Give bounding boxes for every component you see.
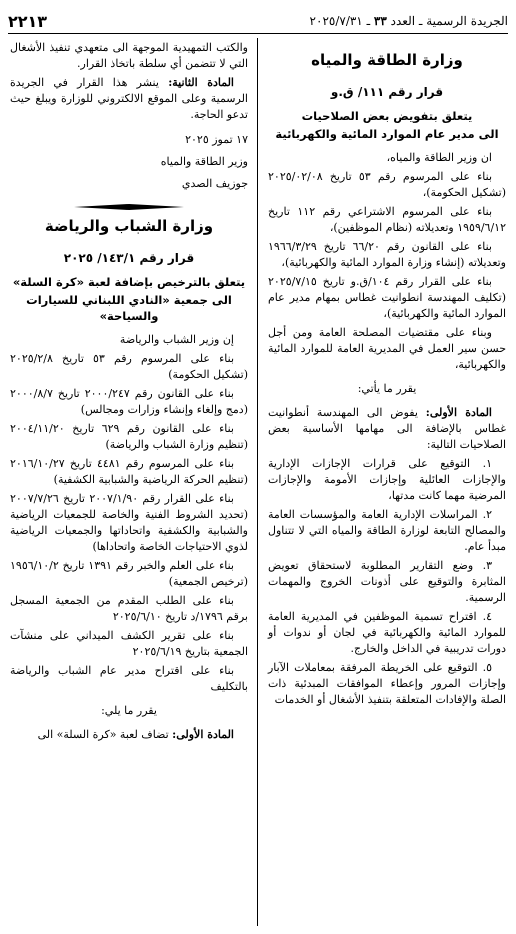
decision-subject: يتعلق بتفويض بعض الصلاحيات xyxy=(301,109,473,123)
header-rule xyxy=(8,33,508,34)
recital: بناء على العلم والخبر رقم ١٣٩١ تاريخ ١٩٥٦/١٠/٢ (ترخيص الجمعية) xyxy=(10,559,248,588)
signature-title: وزير الطاقة والمياه xyxy=(160,155,248,168)
decides-heading: يقرر ما يأتي: xyxy=(357,382,417,395)
article-label: المادة الأولى: xyxy=(172,728,234,741)
issue-label: العدد xyxy=(390,14,416,28)
list-item: ٥. التوقيع على الخريطة المرفقة بمعاملات الآبار وإجازات المرور وإعطاء الموافقات المبدئية ذات الصلة والإفادات المتعلقة بتنفيذ الأشغال أو الخدمات xyxy=(268,661,506,706)
decision-number: قرار رقم ١١١/ ق.و xyxy=(330,85,444,99)
ministry-title: وزارة الطاقة والمياه xyxy=(311,51,463,69)
ministry-title: وزارة الشباب والرياضة xyxy=(44,217,214,235)
recital: بناء على المرسوم رقم ٤٤٨١ تاريخ ٢٠١٦/١٠/٢٧ (تنظيم الحركة الرياضية والشبابية الكشفية) xyxy=(10,457,248,486)
issue-number: ٣٣ xyxy=(373,14,387,28)
recital: وبناء على مقتضيات المصلحة العامة ومن أجل حسن سير العمل في المديرية العامة للموارد المائية والكهربائية، xyxy=(268,326,506,371)
article-label: المادة الأولى: xyxy=(425,406,492,419)
recital: بناء على القرار رقم ٢٠٠٧/١/٩٠ تاريخ ٢٠٠٧/٧/٢٦ (تحديد الشروط الفنية والخاصة للجمعيات الرياضية والشبابية والكشفية واتحاداتها والجمعيات الرياضية لذوي الاحتياجات الخاصة واتحاداها) xyxy=(10,492,248,553)
article-1 xyxy=(268,405,506,453)
decision-subject-line2: الى جمعية «النادي اللبناني للسيارات والسياحة» xyxy=(26,293,232,323)
signature-date: ١٧ تموز ٢٠٢٥ xyxy=(185,133,248,146)
list-item: ٢. المراسلات الإدارية العامة والمؤسسات العامة والمصالح التابعة لوزارة الطاقة والمياه التي لا تتناول مبدأ عام. xyxy=(268,508,506,553)
recital: بناء على القانون رقم ٢٠٠٠/٢٤٧ تاريخ ٢٠٠٠/٨/٧ (دمج وإلغاء وإنشاء وزارات ومجالس) xyxy=(10,387,248,416)
recital: بناء على القانون رقم ٦٢٩ تاريخ ٢٠٠٤/١١/٢٠ (تنظيم وزارة الشباب والرياضة) xyxy=(10,422,248,451)
preamble: ان وزير الطاقة والمياه، xyxy=(386,151,492,164)
recital: بناء على المرسوم الاشتراعي رقم ١١٢ تاريخ ١٩٥٩/٦/١٢ وتعديلاته (نظام الموظفين)، xyxy=(268,205,506,234)
decision-subject: يتعلق بالترخيص بإضافة لعبة «كرة السلة» xyxy=(12,275,246,289)
issue-date: ٢٠٢٥/٧/٣١ xyxy=(309,14,363,28)
continued-text: والكتب التمهيدية الموجهة الى متعهدي تنفيذ الأشغال التي لا تتضمن أي سلطة باتخاذ القرار. xyxy=(10,41,248,70)
decision-subject-line2: الى مدير عام الموارد المائية والكهربائية xyxy=(275,127,499,141)
column-rule xyxy=(257,38,258,926)
right-column xyxy=(268,40,506,711)
decision-number: قرار رقم ١٤٣/١/ ٢٠٢٥ xyxy=(63,251,195,265)
decides-heading: يقرر ما يلي: xyxy=(101,704,157,717)
article-label: المادة الثانية: xyxy=(168,76,234,89)
article-text: يفوض الى المهندسة أنطوانيت غطاس بالإضافة الى مهامها الأساسية بعض الصلاحيات التالية: xyxy=(268,406,506,451)
page-number: ٢٢١٣ xyxy=(8,11,48,31)
left-column xyxy=(10,40,248,746)
recital: بناء على اقتراح مدير عام الشباب والرياضة بالتكليف xyxy=(10,664,248,693)
recital: بناء على الطلب المقدم من الجمعية المسجل برقم ١٧٩٦/د تاريخ ٢٠٢٥/٦/١٠ xyxy=(10,594,248,623)
journal-name: الجريدة الرسمية xyxy=(426,14,508,28)
page-header xyxy=(8,10,508,32)
recital: بناء على القرار رقم ١٠٤/ق.و تاريخ ٢٠٢٥/٧/١٥ (تكليف المهندسة انطوانيت غطاس بمهام مدير عام الموارد المائية والكهربائية)، xyxy=(268,275,506,320)
list-item: ٣. وضع التقارير المطلوبة لاستحقاق تعويض المثابرة والتوقيع على أذونات الخروج والمهمات الرسمية. xyxy=(268,559,506,604)
article-text: ينشر هذا القرار في الجريدة الرسمية وعلى الموقع الالكتروني للوزارة ويبلغ حيث تدعو الحاجة. xyxy=(10,76,248,121)
recital: بناء على المرسوم رقم ٥٣ تاريخ ٢٠٢٥/٢/٨ (تشكيل الحكومة) xyxy=(10,352,248,381)
preamble: إن وزير الشباب والرياضة xyxy=(119,333,234,346)
article-text: تضاف لعبة «كرة السلة» الى xyxy=(37,728,169,741)
list-item: ٤. اقتراح تسمية الموظفين في المديرية العامة للموارد المائية والكهربائية في لجان أو ندوات أو دورات تدريبية في الداخل والخارج. xyxy=(268,610,506,655)
divider-ornament xyxy=(74,204,184,210)
section-divider xyxy=(74,204,184,210)
signature-name: جوزيف الصدي xyxy=(181,177,248,190)
list-item: ١. التوقيع على قرارات الإجازات الإدارية والإجازات العائلية وإجازات الأمومة والإجازات المرضية مهما كانت مدتها، xyxy=(268,457,506,502)
recital: بناء على القانون رقم ٦٦/٢٠ تاريخ ١٩٦٦/٣/٢٩ وتعديلاته (إنشاء وزارة الموارد المائية والكهربائية)، xyxy=(268,240,506,269)
journal-info: الجريدة الرسمية ـ العدد ٣٣ ـ ٢٠٢٥/٧/٣١ xyxy=(309,14,508,28)
recital: بناء على تقرير الكشف الميداني على منشآت الجمعية بتاريخ ٢٠٢٥/٦/١٩ xyxy=(10,629,248,658)
article-2 xyxy=(10,75,248,123)
recital: بناء على المرسوم رقم ٥٣ تاريخ ٢٠٢٥/٠٢/٠٨ (تشكيل الحكومة)، xyxy=(268,170,506,199)
article-1 xyxy=(10,727,248,743)
